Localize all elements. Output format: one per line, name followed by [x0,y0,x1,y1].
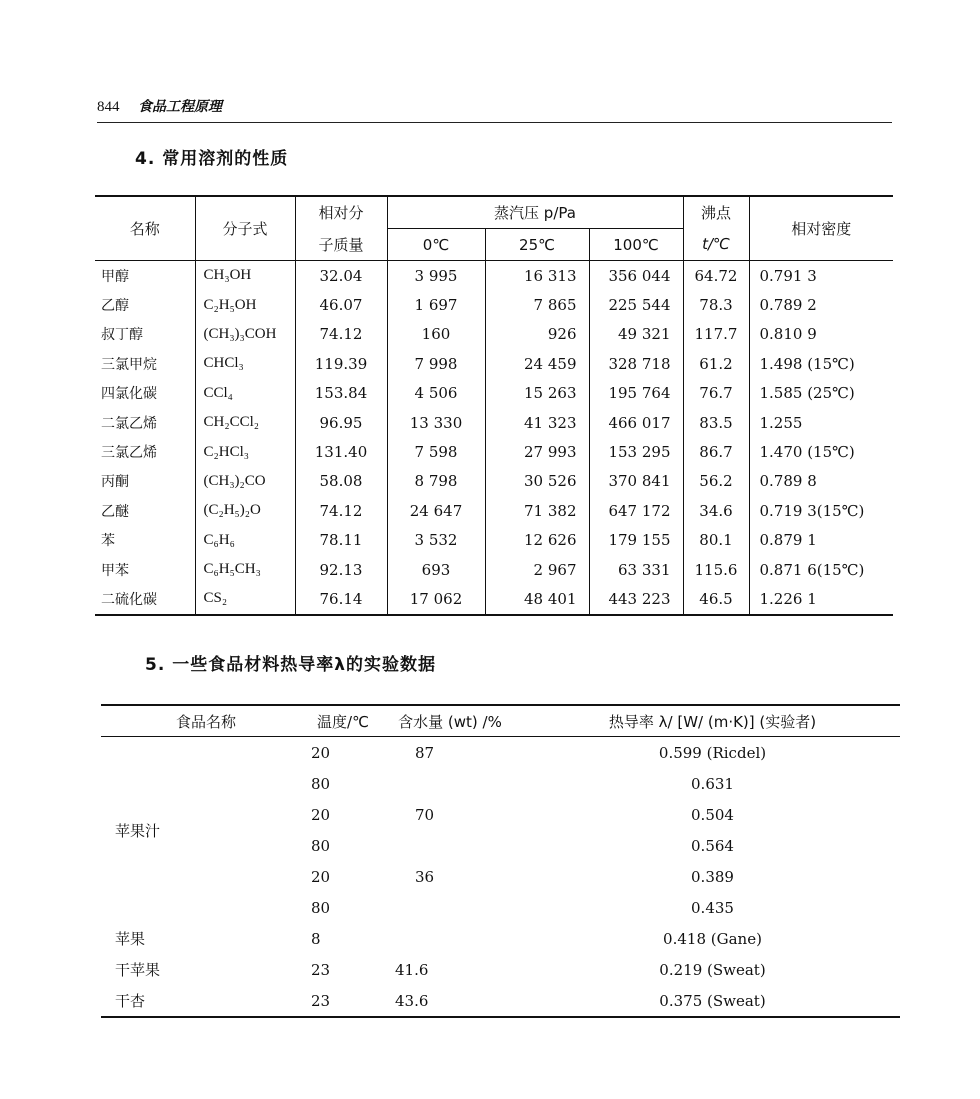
thermal-conductivity: 0.375 (Sweat) [525,985,900,1017]
table-row [101,737,900,769]
solvent-name: 丙酮 [95,467,195,496]
relative-density: 1.226 1 [749,584,893,614]
boiling-point: 76.7 [683,379,749,408]
table-row [95,320,893,349]
temperature: 23 [311,960,331,979]
boiling-point: 83.5 [683,408,749,437]
water-content [375,830,525,861]
solvent-properties-table [95,195,893,616]
boiling-point: 61.2 [683,349,749,378]
vapor-pressure-25: 15 263 [485,379,589,408]
temperature: 20 [311,805,331,824]
molecular-weight: 92.13 [295,555,387,584]
table-row [101,923,900,954]
header-bp-1: 沸点 [683,196,749,229]
book-title: 食品工程原理 [137,99,222,115]
vapor-pressure-25: 48 401 [485,584,589,614]
thermal-conductivity: 0.599 (Ricdel) [658,743,767,762]
page-number: 844 [97,99,120,115]
vapor-pressure-0: 8 798 [387,467,485,496]
table-row [95,526,893,555]
section5-title: 5. 一些食品材料热导率λ的实验数据 [145,655,436,675]
thermal-conductivity: 0.219 (Sweat) [659,960,766,979]
header-vapor-pressure: 蒸汽压 p/Pa [387,196,683,229]
temperature: 20 [311,867,331,886]
solvent-formula: CH₃OH [195,261,295,291]
header-vp-25: 25℃ [485,229,589,261]
relative-density: 0.789 2 [759,296,817,315]
solvent-name: 三氯甲烷 [95,349,195,378]
solvent-formula: C₂HCl₃ [195,437,295,466]
water-content [375,892,525,923]
vapor-pressure-100: 153 295 [589,437,683,466]
water-content: 41.6 [395,960,429,979]
vapor-pressure-25: 926 [485,320,589,349]
table-row [95,349,893,378]
temperature: 8 [311,929,321,948]
water-content: 43.6 [375,985,525,1017]
header-vp-100: 100℃ [589,229,683,261]
thermal-conductivity: 0.435 [691,898,734,917]
solvent-name: 乙醚 [95,496,195,525]
table-row [95,379,893,408]
header-temp: 温度/℃ [311,705,375,737]
temperature: 80 [311,774,331,793]
header-mw-2: 子质量 [295,229,387,261]
solvent-formula: CS₂ [195,584,295,614]
vapor-pressure-25: 30 526 [485,467,589,496]
vapor-pressure-0: 3 532 [387,526,485,555]
solvent-formula: (C₂H₅)₂O [195,496,295,525]
vapor-pressure-100: 328 718 [589,349,683,378]
boiling-point: 34.6 [683,496,749,525]
solvent-name: 三氯乙烯 [95,437,195,466]
vapor-pressure-0: 1 697 [387,290,485,319]
solvent-formula: CHCl₃ [195,349,295,378]
header-name: 名称 [95,196,195,261]
solvent-name: 叔丁醇 [95,320,195,349]
temperature: 80 [311,836,331,855]
table-row [101,954,900,985]
molecular-weight: 74.12 [295,496,387,525]
solvent-formula: C₆H₅CH₃ [195,555,295,584]
vapor-pressure-0: 7 998 [387,349,485,378]
header-mw-1: 相对分 [295,196,387,229]
vapor-pressure-25: 12 626 [485,526,589,555]
molecular-weight: 74.12 [295,320,387,349]
relative-density: 1.255 [759,413,803,432]
water-content: 36 [415,867,435,886]
thermal-conductivity: 0.504 [691,805,734,824]
water-content: 87 [415,743,435,762]
vapor-pressure-25: 71 382 [485,496,589,525]
vapor-pressure-100: 443 223 [589,584,683,614]
header-bp-2: t/℃ [683,229,749,261]
vapor-pressure-0: 160 [387,320,485,349]
header-vp-0: 0℃ [387,229,485,261]
water-content: 70 [415,805,435,824]
boiling-point: 80.1 [683,526,749,555]
table-row [95,290,893,319]
solvent-formula: (CH₃)₃COH [195,320,295,349]
vapor-pressure-100: 49 321 [589,320,683,349]
vapor-pressure-100: 356 044 [589,261,683,291]
boiling-point: 117.7 [683,320,749,349]
relative-density: 0.871 6(15℃) [759,560,865,579]
vapor-pressure-25: 41 323 [485,408,589,437]
vapor-pressure-25: 7 865 [485,290,589,319]
relative-density: 1.498 (15℃) [759,354,855,373]
vapor-pressure-100: 370 841 [589,467,683,496]
header-density: 相对密度 [749,196,893,261]
boiling-point: 115.6 [683,555,749,584]
thermal-conductivity: 0.389 [691,867,734,886]
section4-title: 4. 常用溶剂的性质 [135,149,289,169]
vapor-pressure-0: 4 506 [387,379,485,408]
relative-density: 1.585 (25℃) [759,384,855,403]
relative-density: 0.719 3(15℃) [759,501,865,520]
boiling-point: 86.7 [683,437,749,466]
table-row [95,467,893,496]
table-row [95,555,893,584]
food-name: 苹果汁 [115,821,161,840]
thermal-conductivity-table [101,704,900,1018]
header-food: 食品名称 [101,705,311,737]
table-row [95,261,893,291]
solvent-formula: (CH₃)₂CO [195,467,295,496]
vapor-pressure-100: 466 017 [589,408,683,437]
table-row [95,584,893,614]
page-header [97,96,892,123]
molecular-weight: 96.95 [295,408,387,437]
temperature: 23 [311,985,375,1017]
molecular-weight: 32.04 [295,261,387,291]
thermal-conductivity: 0.564 [691,836,734,855]
relative-density: 1.470 (15℃) [759,443,855,462]
table-row [95,437,893,466]
solvent-name: 甲醇 [95,261,195,291]
boiling-point: 64.72 [683,261,749,291]
solvent-formula: CH₂CCl₂ [195,408,295,437]
solvent-name: 乙醇 [95,290,195,319]
food-name: 干苹果 [115,961,161,979]
water-content [375,768,525,799]
temperature: 80 [311,898,331,917]
solvent-name: 二硫化碳 [95,584,195,614]
vapor-pressure-0: 693 [387,555,485,584]
vapor-pressure-0: 7 598 [387,437,485,466]
vapor-pressure-25: 16 313 [485,261,589,291]
vapor-pressure-0: 13 330 [387,408,485,437]
solvent-formula: C₆H₆ [195,526,295,555]
molecular-weight: 46.07 [295,290,387,319]
molecular-weight: 131.40 [295,437,387,466]
molecular-weight: 78.11 [295,526,387,555]
thermal-conductivity: 0.631 [691,774,734,793]
header-water: 含水量 (wt) /% [375,705,525,737]
molecular-weight: 76.14 [295,584,387,614]
boiling-point: 56.2 [683,467,749,496]
header-conductivity: 热导率 λ/ [W/ (m·K)] (实验者) [525,705,900,737]
solvent-name: 二氯乙烯 [95,408,195,437]
header-formula: 分子式 [195,196,295,261]
food-name: 干杏 [101,985,311,1017]
vapor-pressure-100: 179 155 [589,526,683,555]
water-content [375,923,525,954]
food-name: 苹果 [115,930,146,948]
solvent-name: 四氯化碳 [95,379,195,408]
vapor-pressure-0: 24 647 [387,496,485,525]
vapor-pressure-100: 647 172 [589,496,683,525]
molecular-weight: 58.08 [295,467,387,496]
table-row [95,496,893,525]
vapor-pressure-0: 3 995 [387,261,485,291]
relative-density: 0.810 9 [759,325,817,344]
vapor-pressure-100: 195 764 [589,379,683,408]
vapor-pressure-25: 24 459 [485,349,589,378]
solvent-name: 苯 [95,526,195,555]
molecular-weight: 153.84 [295,379,387,408]
solvent-name: 甲苯 [95,555,195,584]
molecular-weight: 119.39 [295,349,387,378]
table-row [101,985,900,1017]
solvent-formula: CCl₄ [195,379,295,408]
table-row [95,408,893,437]
vapor-pressure-100: 225 544 [589,290,683,319]
vapor-pressure-0: 17 062 [387,584,485,614]
temperature: 20 [311,743,331,762]
thermal-conductivity: 0.418 (Gane) [663,929,762,948]
solvent-formula: C₂H₅OH [195,290,295,319]
relative-density: 0.789 8 [759,472,817,491]
vapor-pressure-25: 27 993 [485,437,589,466]
vapor-pressure-25: 2 967 [485,555,589,584]
vapor-pressure-100: 63 331 [589,555,683,584]
boiling-point: 78.3 [683,290,749,319]
relative-density: 0.791 3 [759,266,817,285]
relative-density: 0.879 1 [759,531,817,550]
boiling-point: 46.5 [683,584,749,614]
